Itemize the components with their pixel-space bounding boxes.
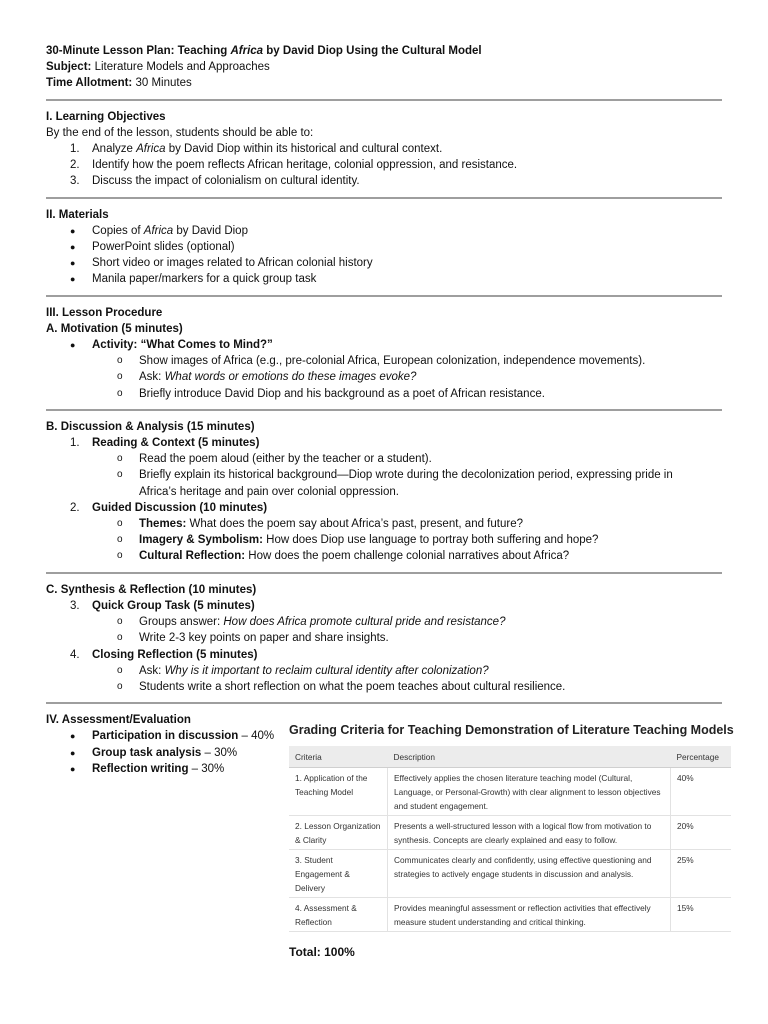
section-divider [46, 409, 722, 411]
procedure-heading: III. Lesson Procedure [46, 306, 163, 319]
section-divider [46, 572, 722, 574]
circle-bullet-icon: o [117, 534, 123, 546]
bullet-icon: ● [70, 340, 76, 351]
bullet-icon: ● [70, 258, 76, 269]
activity-subitem: o Ask: What words or emotions do these images evoke? [46, 369, 722, 385]
table-row [289, 816, 731, 850]
section-divider [46, 702, 722, 704]
reading-subitem: o Read the poem aloud (either by the teacher or a student). [46, 451, 722, 467]
time-value: 30 Minutes [132, 77, 192, 90]
assessment-item: ● Participation in discussion – 40% [46, 728, 286, 744]
synthesis-heading: C. Synthesis & Reflection (10 minutes) [46, 583, 257, 596]
time-allotment-line [46, 75, 722, 91]
assessment-item: ● Reflection writing – 30% [46, 761, 286, 777]
criteria-cell: 2. Lesson Organization & Clarity [289, 816, 388, 850]
group-task-item: 3. Quick Group Task (5 minutes) [70, 599, 255, 612]
subject-label: Subject: [46, 61, 92, 74]
closing-reflection-subitem: o Ask: Why is it important to reclaim cultural identity after colonization? [46, 663, 722, 679]
assessment-item: ● Group task analysis – 30% [46, 745, 286, 761]
discussion-heading: B. Discussion & Analysis (15 minutes) [46, 420, 255, 433]
criteria-cell: 3. Student Engagement & Delivery [289, 850, 388, 898]
grading-criteria-panel [289, 722, 734, 960]
objective-item: 1. Analyze Africa by David Diop within its historical and cultural context. [70, 143, 443, 156]
subject-value: Literature Models and Approaches [91, 61, 270, 74]
bullet-icon: ● [70, 225, 76, 236]
activity-subitem: o Show images of Africa (e.g., pre-colonial Africa, European colonization, independence movements). [46, 353, 722, 369]
title-prefix: 30-Minute Lesson Plan: Teaching [46, 45, 231, 57]
column-header-criteria: Criteria [289, 746, 388, 768]
table-row [289, 768, 731, 816]
objectives-intro: By the end of the lesson, students should be able to: [46, 126, 314, 139]
group-task-subitem: o Write 2-3 key points on paper and share insights. [46, 630, 722, 646]
assessment-section [46, 712, 734, 962]
description-cell: Communicates clearly and confidently, using effective questioning and strategies to actively engage students in discussion and analysis. [388, 850, 671, 898]
circle-bullet-icon: o [117, 355, 123, 367]
description-cell: Provides meaningful assessment or reflection activities that effectively measure student understanding and critical thinking. [388, 898, 671, 932]
guided-item: 2. Guided Discussion (10 minutes) [70, 501, 268, 514]
subject-line [46, 59, 722, 75]
table-row [289, 898, 731, 932]
activity-subitem: o Briefly introduce David Diop and his background as a poet of African resistance. [46, 386, 722, 402]
document-body [46, 43, 734, 962]
column-header-percentage: Percentage [671, 746, 732, 768]
criteria-cell: 4. Assessment & Reflection [289, 898, 388, 932]
section-divider [46, 99, 722, 101]
objective-item: 2. Identify how the poem reflects African heritage, colonial oppression, and resistance. [70, 159, 518, 172]
section-divider [46, 197, 722, 199]
guided-subitem: o Themes: What does the poem say about Africa’s past, present, and future? [46, 516, 722, 532]
circle-bullet-icon: o [117, 469, 123, 481]
motivation-heading: A. Motivation (5 minutes) [46, 322, 183, 335]
table-row [289, 850, 731, 898]
percentage-cell: 25% [671, 850, 732, 898]
bullet-icon: ● [70, 242, 76, 253]
percentage-cell: 40% [671, 768, 732, 816]
assessment-list [46, 712, 286, 777]
activity-item: ● Activity: “What Comes to Mind?” [46, 337, 722, 353]
table-header-row [289, 746, 731, 768]
material-item: ● PowerPoint slides (optional) [46, 239, 722, 255]
circle-bullet-icon: o [117, 550, 123, 562]
title-suffix: by David Diop Using the Cultural Model [263, 45, 482, 57]
material-item: ● Copies of Africa by David Diop [46, 223, 722, 239]
circle-bullet-icon: o [117, 453, 123, 465]
title-italic: Africa [230, 45, 264, 57]
time-label: Time Allotment: [46, 77, 133, 90]
objectives-heading: I. Learning Objectives [46, 110, 166, 123]
grading-total: Total: 100% [289, 945, 355, 960]
column-header-description: Description [388, 746, 671, 768]
section-divider [46, 295, 722, 297]
percentage-cell: 15% [671, 898, 732, 932]
guided-subitem: o Imagery & Symbolism: How does Diop use language to portray both suffering and hope? [46, 532, 722, 548]
circle-bullet-icon: o [117, 518, 123, 530]
circle-bullet-icon: o [117, 371, 123, 383]
circle-bullet-icon: o [117, 616, 123, 628]
bullet-icon: ● [70, 731, 76, 742]
closing-reflection-item: 4. Closing Reflection (5 minutes) [70, 648, 258, 661]
material-item: ● Short video or images related to African colonial history [46, 255, 722, 271]
grading-title: Grading Criteria for Teaching Demonstration of Literature Teaching Models [289, 723, 734, 738]
description-cell: Presents a well-structured lesson with a logical flow from motivation to synthesis. Concepts are clearly explained and easy to follow. [388, 816, 671, 850]
grading-table [289, 746, 731, 932]
circle-bullet-icon: o [117, 680, 123, 692]
percentage-cell: 20% [671, 816, 732, 850]
objective-item: 3. Discuss the impact of colonialism on cultural identity. [70, 175, 360, 188]
closing-reflection-subitem: o Students write a short reflection on what the poem teaches about cultural resilience. [46, 679, 722, 695]
material-item: ● Manila paper/markers for a quick group task [46, 271, 722, 287]
description-cell: Effectively applies the chosen literature teaching model (Cultural, Language, or Personal-Growth) with clear alignment to lesson objectives and student engagement. [388, 768, 671, 816]
bullet-icon: ● [70, 763, 76, 774]
circle-bullet-icon: o [117, 387, 123, 399]
bullet-icon: ● [70, 274, 76, 285]
reading-subitem: o Briefly explain its historical background—Diop wrote during the decolonization period, expressing pride in Africa’s heritage and pain over colonial oppression. [46, 467, 722, 499]
assessment-heading: IV. Assessment/Evaluation [46, 714, 191, 727]
group-task-subitem: o Groups answer: How does Africa promote cultural pride and resistance? [46, 614, 722, 630]
bullet-icon: ● [70, 747, 76, 758]
criteria-cell: 1. Application of the Teaching Model [289, 768, 388, 816]
document-title [46, 43, 722, 59]
circle-bullet-icon: o [117, 664, 123, 676]
circle-bullet-icon: o [117, 632, 123, 644]
reading-item: 1. Reading & Context (5 minutes) [70, 437, 260, 450]
guided-subitem: o Cultural Reflection: How does the poem challenge colonial narratives about Africa? [46, 548, 722, 564]
materials-heading: II. Materials [46, 208, 109, 221]
